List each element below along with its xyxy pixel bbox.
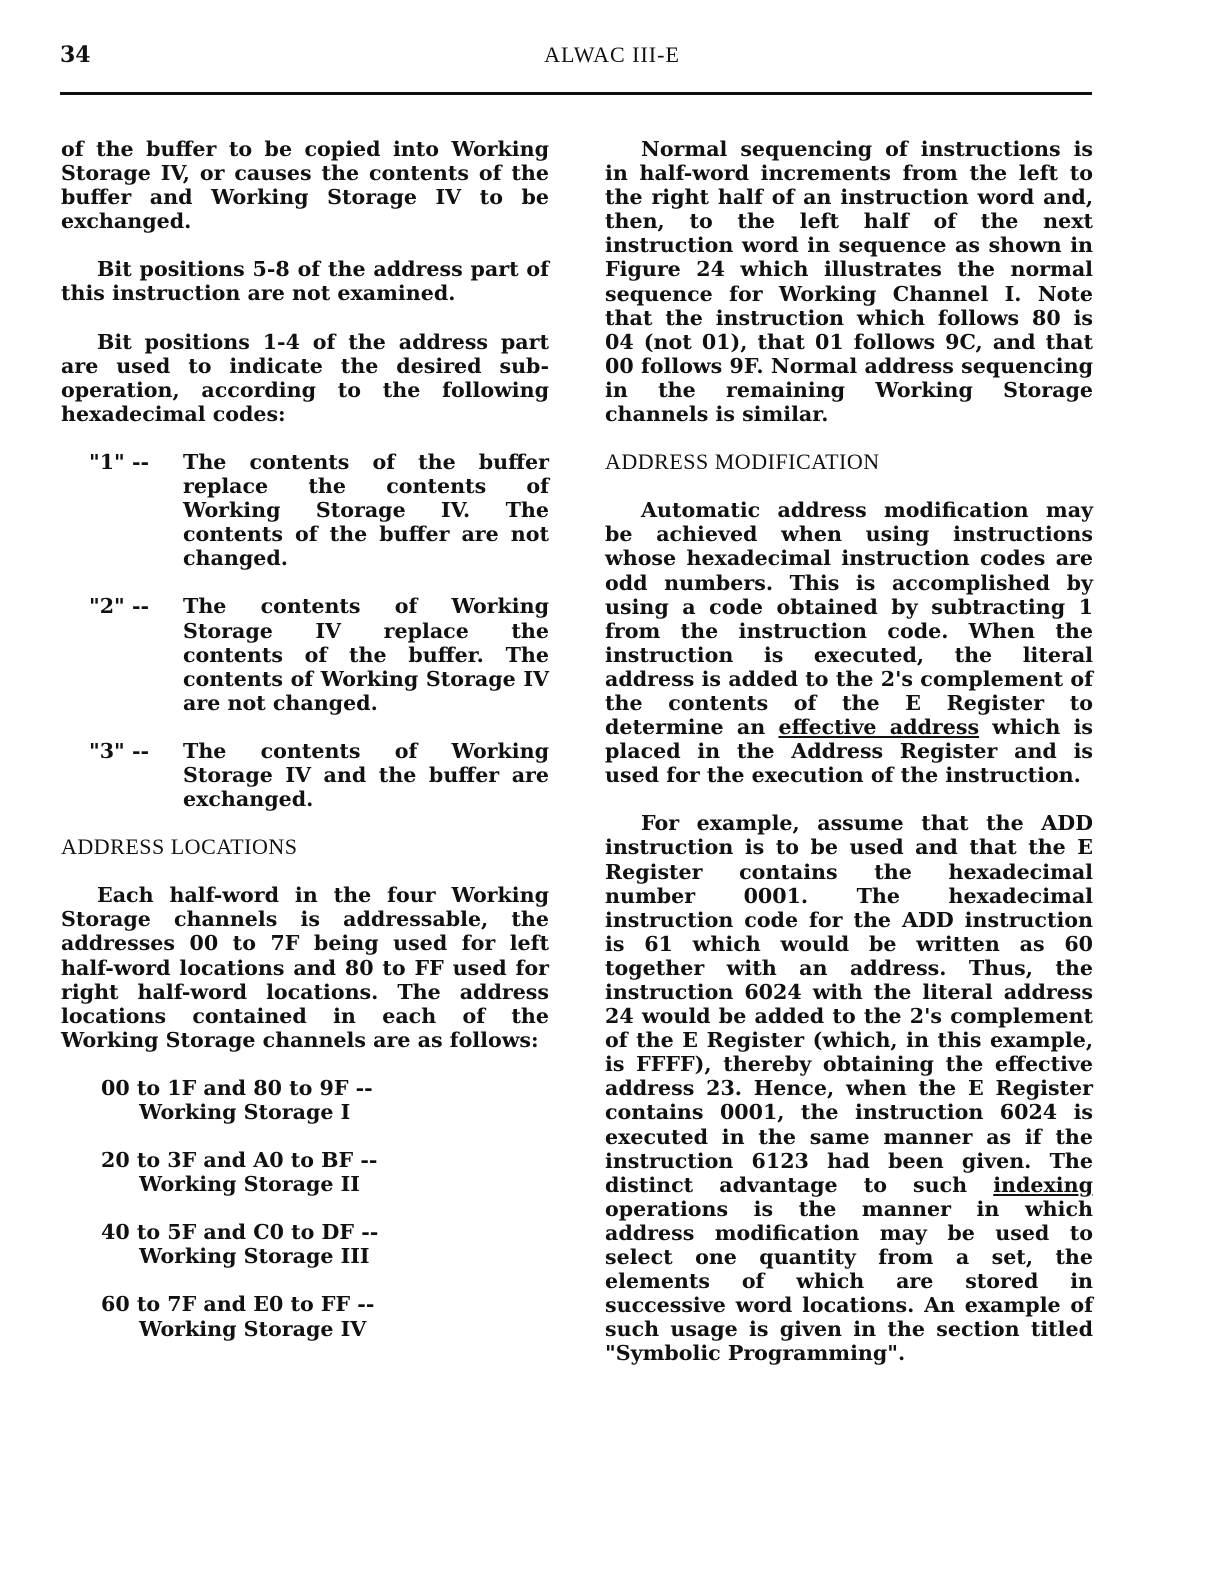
- address-locations-paragraph: Each half-word in the four Working Storage channels is addressable, the addresses 00 to 7F being used for left half-word locations and 80 to FF used for right half-word locations. The address locations contained in each of the Working Storage channels are as follows:: [61, 883, 549, 1052]
- location-item-3: [101, 1220, 549, 1268]
- modification-text-start: Automatic address modification may be achieved when using instructions whose hexadecimal instruction codes are odd numbers. This is accomplished by using a code obtained by subtracting 1 from the instruction code. When the instruction is executed, the literal address is added to the 2's complement of the contents of the E Register to determine an: [605, 498, 1093, 740]
- location-storage: Working Storage II: [139, 1172, 360, 1197]
- location-item-2: [101, 1148, 549, 1196]
- left-column: [61, 137, 549, 1365]
- location-storage: Working Storage IV: [139, 1316, 367, 1341]
- location-range: 60 to 7F and E0 to FF --: [101, 1292, 375, 1317]
- location-range: 00 to 1F and 80 to 9F --: [101, 1075, 373, 1100]
- page-number: 34: [60, 42, 91, 68]
- indexing-term: indexing: [993, 1172, 1093, 1197]
- code-item-1: [89, 450, 549, 570]
- location-range: 40 to 5F and C0 to DF --: [101, 1220, 379, 1245]
- bit-positions-1-4-paragraph: Bit positions 1-4 of the address part are used to indicate the desired sub-operation, according to the following hexadecimal codes:: [61, 329, 549, 426]
- code-description: The contents of Working Storage IV replace the contents of the buffer. The contents of Working Storage IV are not changed.: [183, 594, 549, 715]
- code-description: The contents of Working Storage IV and the buffer are exchanged.: [183, 738, 549, 812]
- address-locations-heading: ADDRESS LOCATIONS: [61, 834, 298, 860]
- continuation-paragraph: of the buffer to be copied into Working Storage IV, or causes the contents of the buffer and Working Storage IV to be exchanged.: [61, 137, 549, 234]
- modification-text-end: which is placed in the Address Register and is used for the execution of the instruction.: [605, 715, 1094, 788]
- right-column: [605, 137, 1093, 1390]
- code-label: "3" --: [89, 738, 150, 763]
- code-label: "2" --: [89, 594, 150, 619]
- running-head: ALWAC III-E: [544, 42, 680, 67]
- sequencing-paragraph: Normal sequencing of instructions is in half-word increments from the left to the right half of an instruction word and, then, to the left half of the next instruction word in sequence as shown in Figure 24 which illustrates the normal sequence for Working Channel I. Note that the instruction which follows 80 is 04 (not 01), that 01 follows 9C, and that 00 follows 9F. Normal address sequencing in the remaining Working Storage channels is similar.: [605, 137, 1093, 427]
- address-modification-heading: ADDRESS MODIFICATION: [605, 449, 880, 475]
- header-rule: [60, 92, 1092, 95]
- location-range: 20 to 3F and A0 to BF --: [101, 1148, 378, 1173]
- code-item-3: [89, 739, 549, 811]
- example-text-start: For example, assume that the ADD instruction is to be used and that the E Register contains the hexadecimal number 0001. The hexadecimal instruction code for the ADD instruction is 61 which would be written as 60 together with an address. Thus, the instruction 6024 with the literal address 24 would be added to the 2's complement of the E Register (which, in this example, is FFFF), thereby obtaining the effective address 23. Hence, when the E Register contains 0001, the instruction 6024 is executed in the same manner as if the instruction 6123 had been given. The distinct advantage to such: [605, 811, 1093, 1197]
- address-modification-paragraph: [605, 498, 1093, 787]
- location-storage: Working Storage III: [139, 1244, 370, 1269]
- code-description: The contents of the buffer replace the contents of Working Storage IV. The contents of the buffer are not changed.: [183, 449, 549, 571]
- location-item-1: [101, 1076, 549, 1124]
- location-storage: Working Storage I: [139, 1100, 351, 1124]
- code-item-2: [89, 594, 549, 714]
- code-label: "1" --: [89, 449, 150, 474]
- effective-address-term: effective address: [778, 715, 980, 740]
- bit-positions-5-8-paragraph: Bit positions 5-8 of the address part of this instruction are not examined.: [61, 257, 549, 306]
- example-text-end: operations is the manner in which address modification may be used to select one quantity from a set, the elements of which are stored in successive word locations. An example of such usage is given in the section titled "Symbolic Programming".: [605, 1196, 1093, 1366]
- location-item-4: [101, 1292, 549, 1340]
- example-paragraph: [605, 811, 1093, 1365]
